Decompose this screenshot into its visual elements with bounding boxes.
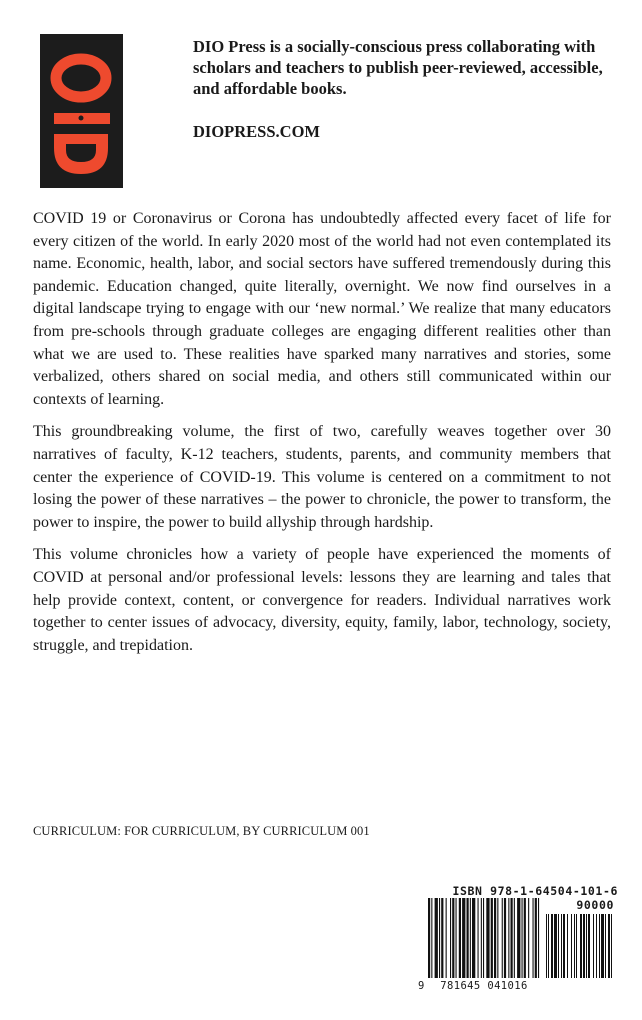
barcode-addon-bar [586,914,587,978]
isbn-barcode [418,884,618,994]
barcode-bar [502,898,503,978]
barcode-bar [481,898,482,978]
barcode-bar [528,898,529,978]
barcode-addon-bar [561,914,562,978]
isbn-label: ISBN 978-1-64504-101-6 [452,884,618,898]
barcode-addon-bar [554,914,557,978]
barcode-bar [456,898,457,978]
barcode-bar [439,898,440,978]
barcode-bar [467,898,469,978]
barcode-digits: 781645 041016 [440,980,528,992]
description-paragraph-2: This groundbreaking volume, the first of two, carefully weaves together over 30 narratives of faculty, K-12 teachers, students, parents, and community members that center the experience of COVID-19. This volume is centered on a commitment to not losing the power of these narratives – the power to chronicle, the power to transform, the power to inspire, the power to build allyship through hardship. [33,423,611,531]
barcode-bar [538,898,539,978]
publisher-website: DIOPRESS.COM [193,122,320,141]
publisher-info [193,36,613,142]
barcode-first-digit: 9 [418,980,425,992]
barcode-bar [450,898,451,978]
barcode-addon-bar [546,914,547,978]
barcode-addon-bar [548,914,549,978]
barcode-bar [446,898,447,978]
barcode-addon-bar [611,914,612,978]
publisher-blurb: DIO Press is a socially-conscious press collaborating with scholars and teachers to publish peer-reviewed, accessible, and affordable books. [193,37,603,98]
barcode-bar [472,898,475,978]
barcode-bar [462,898,465,978]
barcode-addon-bar [601,914,604,978]
barcode-addon-bar [593,914,594,978]
barcode-bar [508,898,509,978]
barcode-bar [483,898,484,978]
barcode-addon-bar [576,914,577,978]
barcode-bar [504,898,506,978]
barcode-addon-bar [574,914,575,978]
barcode-bar [478,898,479,978]
barcode-bar [435,898,438,978]
barcode-addon-bar [605,914,606,978]
barcode-addon-bar [588,914,590,978]
barcode-addon-bar [571,914,572,978]
barcode-bar [428,898,430,978]
barcode-bar [441,898,443,978]
barcode-bar [491,898,493,978]
barcode-bar [431,898,432,978]
barcode-bar [524,898,526,978]
series-line: CURRICULUM: FOR CURRICULUM, BY CURRICULUM 001 [33,824,370,838]
dio-press-logo [40,34,123,188]
barcode-bar [517,898,520,978]
price-code: 90000 [576,898,614,912]
barcode-bar [494,898,496,978]
barcode-addon-bar [608,914,610,978]
barcode-addon-bar [599,914,600,978]
barcode-bar [497,898,498,978]
barcode-bar [486,898,489,978]
barcode-addon-bar [558,914,559,978]
barcode-bar [514,898,515,978]
description-paragraph-3: This volume chronicles how a variety of people have experienced the moments of COVID at personal and/or professional levels: lessons they are learning and tales that help provide context, content, or convergence for readers. Individual narratives work together to center issues of advocacy, diversity, equity, family, labor, technology, society, struggle, and trepidation. [33,546,611,654]
barcode-bar [511,898,513,978]
barcode-bar [535,898,537,978]
barcode-addon-bar [567,914,568,978]
barcode-addon-bar [583,914,585,978]
book-description [33,208,611,667]
barcode-bar [522,898,523,978]
description-paragraph-1: COVID 19 or Coronavirus or Corona has undoubtedly affected every facet of life for every citizen of the world. In early 2020 most of the world had not even contemplated its name. Economic, health, labor, and social sectors have suffered tremendously during this pandemic. Education changed, quite literally, overnight. We now find ourselves in a digital landscape trying to engage with our ‘new normal.’ We realize that many educators from pre-schools through graduate colleges are engaging different realities other than what we are used to. These realities have sparked many narratives and stories, some verbalized, others shared on social media, and others still communicated within our contexts of learning. [33,210,611,408]
barcode-bar [452,898,454,978]
dio-logo-graphic [40,34,123,188]
barcode-addon-bar [551,914,553,978]
barcode-bar [470,898,471,978]
barcode-bar [533,898,534,978]
barcode-addon-bar [580,914,582,978]
barcode-bar [459,898,461,978]
barcode-addon-bar [596,914,597,978]
barcode-addon-bar [563,914,565,978]
